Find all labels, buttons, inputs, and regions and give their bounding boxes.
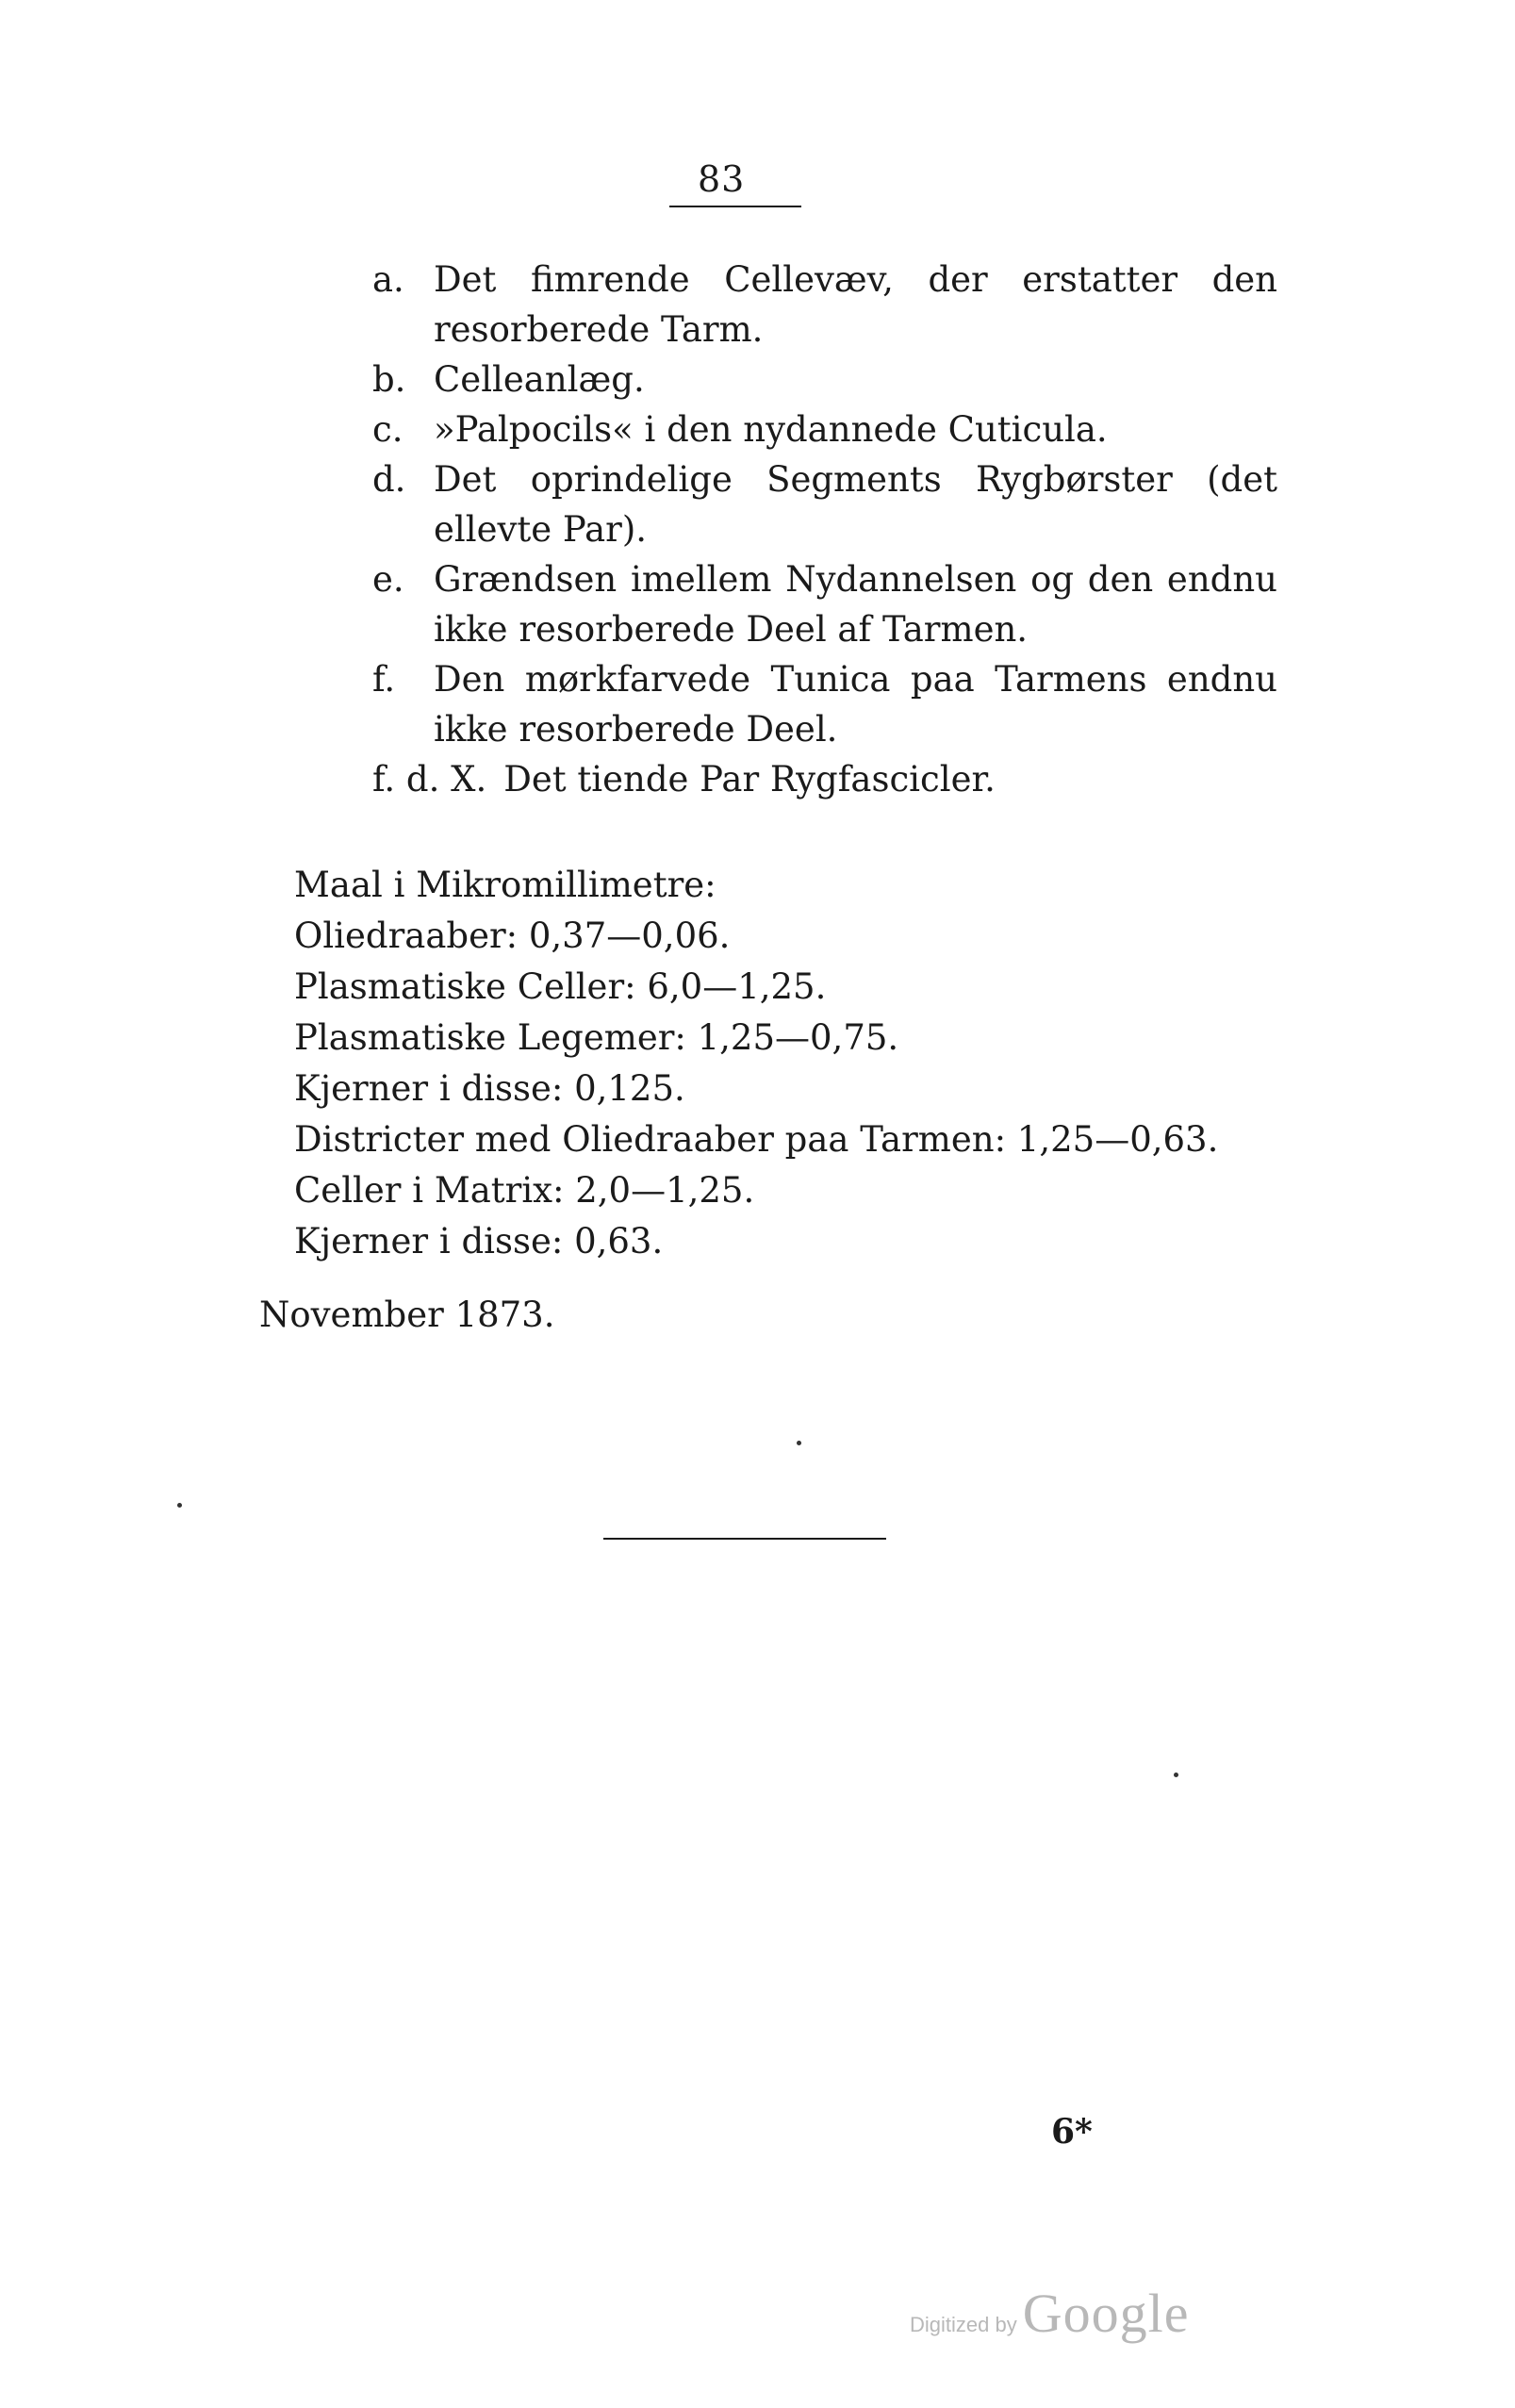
signature-mark: 6* [1051,2112,1093,2152]
legend-text: »Palpocils« i den nydannede Cuticula. [434,409,1108,450]
measurement-line: Oliedraaber: 0,37—0,06. [294,915,731,956]
digitized-watermark [910,2282,1189,2345]
legend-text: Det oprindelige Segments Rygbørster (det ellevte Par). [434,459,1277,550]
legend-item [372,404,1277,454]
legend-key: f. [372,659,396,700]
watermark-prefix: Digitized by [910,2313,1017,2336]
legend-text: Det fimrende Cellevæv, der erstatter den resorberede Tarm. [434,259,1277,350]
legend-key: c. [372,409,403,450]
measurement-line: Celler i Matrix: 2,0—1,25. [294,1170,755,1211]
legend-text: Den mørkfarvede Tunica paa Tarmens endnu ikke resorberede Deel. [434,659,1277,750]
legend-key: d. [372,459,406,500]
google-logo: Google [1022,2283,1190,2344]
legend-item [372,654,1277,754]
legend-text: Det tiende Par Rygfascicler. [503,759,996,800]
legend-text: Celleanlæg. [434,359,645,400]
measurement-line: Kjerner i disse: 0,125. [294,1068,685,1109]
section-rule [603,1538,886,1540]
legend-item [372,754,1277,804]
measurements-block [294,860,1218,1267]
measurement-line: Kjerner i disse: 0,63. [294,1221,664,1262]
measurement-line: Districter med Oliedraaber paa Tarmen: 1,25—0,63. [294,1119,1219,1160]
legend-key: b. [372,359,406,400]
legend-key: a. [372,259,404,300]
page-number: 83 [698,158,746,200]
legend-item [372,255,1277,355]
measurement-line: Plasmatiske Legemer: 1,25—0,75. [294,1017,899,1058]
legend-text: Grændsen imellem Nydannelsen og den endnu ikke resorberede Deel af Tarmen. [434,559,1277,650]
measurements-heading: Maal i Mikromillimetre: [294,865,716,905]
print-speck [797,1441,801,1445]
legend-item [372,355,1277,404]
legend-key: f. d. X. [372,759,487,800]
page-number-rule [669,206,801,207]
figure-legend [372,255,1277,804]
date-line: November 1873. [259,1295,555,1335]
legend-item [372,554,1277,654]
print-speck [1174,1773,1178,1777]
print-speck [177,1503,182,1508]
measurement-line: Plasmatiske Celler: 6,0—1,25. [294,966,827,1007]
legend-key: e. [372,559,404,600]
legend-item [372,454,1277,554]
